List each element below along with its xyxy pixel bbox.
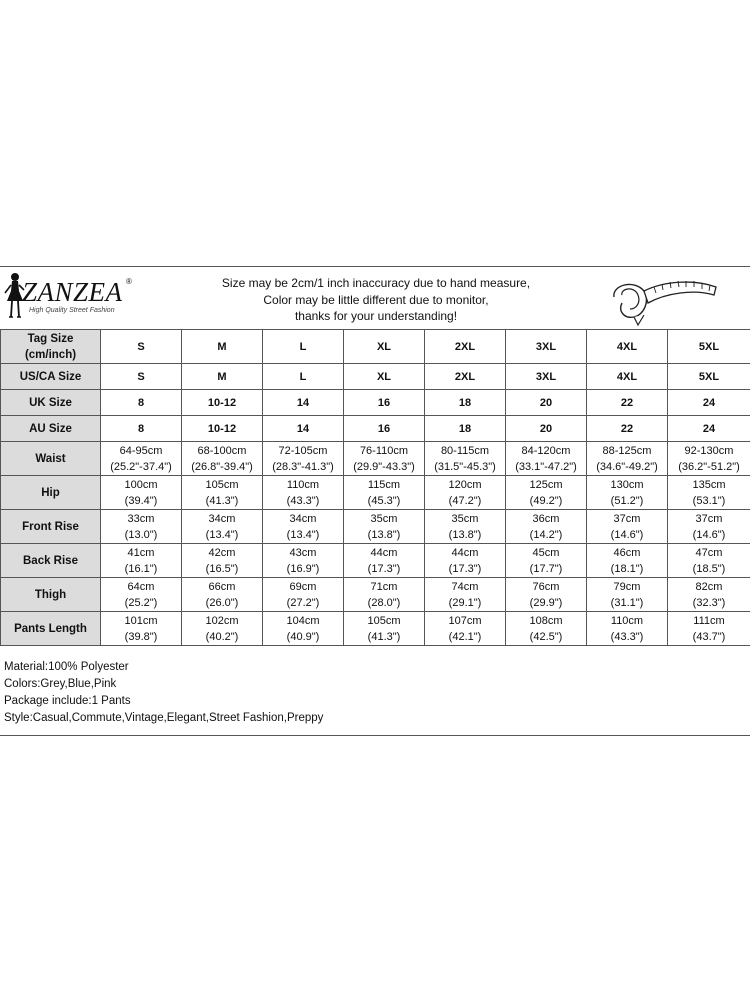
measurement-inch: (36.2"-51.2") xyxy=(678,460,740,473)
measurement-cell xyxy=(182,442,263,476)
measurement-cm: 105cm xyxy=(367,614,401,627)
measurement-cell xyxy=(668,544,750,578)
size-value-cell: 5XL xyxy=(668,364,750,390)
chart-header xyxy=(0,267,750,330)
measurement-cell xyxy=(425,510,506,544)
measurement-inch: (33.1"-47.2") xyxy=(515,460,577,473)
measurement-inch: (53.1") xyxy=(692,494,726,507)
size-header-cell: L xyxy=(263,330,344,364)
measurement-cm: 64cm xyxy=(127,580,155,593)
measurement-cm: 82cm xyxy=(695,580,723,593)
measurement-inch: (40.2") xyxy=(205,630,239,643)
measurement-cell xyxy=(425,612,506,646)
measurement-cm: 64-95cm xyxy=(119,444,163,457)
product-info xyxy=(4,659,323,727)
size-value-cell: S xyxy=(101,364,182,390)
measurement-cell xyxy=(425,476,506,510)
table-row xyxy=(1,390,750,416)
measurement-cell xyxy=(344,544,425,578)
measurement-cm: 79cm xyxy=(613,580,641,593)
size-value-cell: 20 xyxy=(506,390,587,416)
measurement-cm: 43cm xyxy=(289,546,317,559)
size-header-cell: 5XL xyxy=(668,330,750,364)
size-value-cell: 14 xyxy=(263,390,344,416)
size-header-cell: 4XL xyxy=(587,330,668,364)
row-label: Waist xyxy=(1,442,101,476)
measurement-cm: 84-120cm xyxy=(521,444,571,457)
table-row xyxy=(1,416,750,442)
measurement-cm: 80-115cm xyxy=(440,444,490,457)
measurement-cm: 110cm xyxy=(610,614,644,627)
row-label: Back Rise xyxy=(1,544,101,578)
measurement-inch: (27.2") xyxy=(286,596,320,609)
notice-line: Color may be little different due to monitor, xyxy=(263,292,489,307)
measurement-inch: (34.6"-49.2") xyxy=(596,460,658,473)
table-row xyxy=(1,364,750,390)
registered-mark: ® xyxy=(126,277,132,286)
measurement-cell xyxy=(182,578,263,612)
measurement-cell xyxy=(263,578,344,612)
measurement-cm: 115cm xyxy=(367,478,401,491)
measurement-cm: 34cm xyxy=(208,512,236,525)
size-value-cell: 18 xyxy=(425,416,506,442)
size-value-cell: 4XL xyxy=(587,364,668,390)
measurement-inch: (29.1") xyxy=(448,596,482,609)
info-style: Style:Casual,Commute,Vintage,Elegant,Street Fashion,Preppy xyxy=(4,712,324,724)
size-value-cell: 14 xyxy=(263,416,344,442)
size-value-cell: 24 xyxy=(668,416,750,442)
measurement-cell xyxy=(344,510,425,544)
size-value-cell: 3XL xyxy=(506,364,587,390)
measurement-inch: (39.8") xyxy=(124,630,158,643)
measurement-inch: (17.3") xyxy=(367,562,401,575)
measurement-cell xyxy=(182,510,263,544)
measurement-cm: 74cm xyxy=(451,580,479,593)
measurement-cm: 45cm xyxy=(532,546,560,559)
measurement-inch: (28.3"-41.3") xyxy=(272,460,334,473)
measurement-inch: (41.3") xyxy=(205,494,239,507)
table-row xyxy=(1,442,750,476)
measurement-cm: 110cm xyxy=(286,478,320,491)
measurement-cm: 41cm xyxy=(127,546,155,559)
measurement-cell xyxy=(101,578,182,612)
measurement-cell xyxy=(101,442,182,476)
measurement-cm: 68-100cm xyxy=(197,444,247,457)
measurement-inch: (42.1") xyxy=(448,630,482,643)
measurement-cell xyxy=(101,476,182,510)
measurement-inch: (25.2") xyxy=(124,596,158,609)
measurement-inch: (51.2") xyxy=(610,494,644,507)
measurement-cell xyxy=(263,510,344,544)
measurement-inch: (14.6") xyxy=(610,528,644,541)
size-value-cell: 2XL xyxy=(425,364,506,390)
measurement-cm: 44cm xyxy=(370,546,398,559)
measurement-inch: (43.3") xyxy=(610,630,644,643)
measurement-inch: (16.9") xyxy=(286,562,320,575)
measurement-inch: (49.2") xyxy=(529,494,563,507)
measurement-cell xyxy=(182,544,263,578)
size-value-cell: 20 xyxy=(506,416,587,442)
measurement-cm: 72-105cm xyxy=(278,444,328,457)
measurement-inch: (13.8") xyxy=(367,528,401,541)
measurement-notice xyxy=(176,275,576,325)
measurement-cell xyxy=(101,544,182,578)
table-row xyxy=(1,578,750,612)
row-label xyxy=(1,330,101,364)
row-label: Hip xyxy=(1,476,101,510)
measurement-cm: 47cm xyxy=(695,546,723,559)
measurement-cell xyxy=(668,510,750,544)
measurement-cm: 101cm xyxy=(124,614,158,627)
measurement-cm: 66cm xyxy=(208,580,236,593)
measurement-cm: 76cm xyxy=(532,580,560,593)
measurement-cell xyxy=(506,442,587,476)
measurement-inch: (17.7") xyxy=(529,562,563,575)
measurement-cell xyxy=(587,442,668,476)
size-header-cell: 2XL xyxy=(425,330,506,364)
measurement-inch: (42.5") xyxy=(529,630,563,643)
measurement-inch: (16.1") xyxy=(124,562,158,575)
size-value-cell: 10-12 xyxy=(182,390,263,416)
size-value-cell: 16 xyxy=(344,416,425,442)
measurement-inch: (18.5") xyxy=(692,562,726,575)
header-label-line: (cm/inch) xyxy=(24,348,77,361)
measurement-cm: 71cm xyxy=(370,580,398,593)
measurement-inch: (39.4") xyxy=(124,494,158,507)
measurement-inch: (43.3") xyxy=(286,494,320,507)
measurement-inch: (25.2"-37.4") xyxy=(110,460,172,473)
table-row xyxy=(1,476,750,510)
measurement-cm: 108cm xyxy=(529,614,563,627)
measurement-inch: (32.3") xyxy=(692,596,726,609)
measurement-cm: 35cm xyxy=(451,512,479,525)
measurement-cell xyxy=(506,544,587,578)
measurement-inch: (13.0") xyxy=(124,528,158,541)
measurement-cm: 76-110cm xyxy=(359,444,409,457)
row-label: Thigh xyxy=(1,578,101,612)
measurement-cm: 69cm xyxy=(289,580,317,593)
size-value-cell: 16 xyxy=(344,390,425,416)
measurement-inch: (26.8"-39.4") xyxy=(191,460,253,473)
measurement-cm: 37cm xyxy=(695,512,723,525)
size-table xyxy=(0,329,750,646)
measurement-cell xyxy=(344,442,425,476)
measurement-cm: 100cm xyxy=(124,478,158,491)
measurement-cell xyxy=(587,578,668,612)
measurement-cell xyxy=(425,578,506,612)
table-row xyxy=(1,510,750,544)
measurement-cell xyxy=(587,476,668,510)
brand-tagline: High Quality Street Fashion xyxy=(29,307,115,314)
size-header-cell: S xyxy=(101,330,182,364)
measuring-tape-icon xyxy=(604,271,722,327)
header-label-line: Tag Size xyxy=(27,332,74,345)
measurement-cm: 104cm xyxy=(286,614,320,627)
measurement-cell xyxy=(182,476,263,510)
measurement-cm: 120cm xyxy=(448,478,482,491)
measurement-cell xyxy=(263,544,344,578)
table-row xyxy=(1,544,750,578)
measurement-cm: 36cm xyxy=(532,512,560,525)
measurement-inch: (13.4") xyxy=(286,528,320,541)
size-header-cell: M xyxy=(182,330,263,364)
measurement-cm: 34cm xyxy=(289,512,317,525)
row-label: US/CA Size xyxy=(1,364,101,390)
table-row xyxy=(1,612,750,646)
measurement-cell xyxy=(425,544,506,578)
measurement-cell xyxy=(182,612,263,646)
size-value-cell: L xyxy=(263,364,344,390)
brand-name: ZANZEA xyxy=(22,277,123,307)
measurement-cell xyxy=(587,544,668,578)
measurement-inch: (18.1") xyxy=(610,562,644,575)
measurement-inch: (14.2") xyxy=(529,528,563,541)
measurement-cm: 135cm xyxy=(692,478,726,491)
size-table-body xyxy=(1,330,750,646)
measurement-inch: (31.5"-45.3") xyxy=(434,460,496,473)
measurement-cell xyxy=(263,442,344,476)
measurement-cm: 44cm xyxy=(451,546,479,559)
row-label: AU Size xyxy=(1,416,101,442)
measurement-inch: (16.5") xyxy=(205,562,239,575)
measurement-inch: (26.0") xyxy=(205,596,239,609)
info-colors: Colors:Grey,Blue,Pink xyxy=(4,678,117,690)
measurement-cm: 88-125cm xyxy=(602,444,652,457)
measurement-cell xyxy=(101,612,182,646)
table-header-row xyxy=(1,330,750,364)
measurement-inch: (45.3") xyxy=(367,494,401,507)
size-value-cell: 18 xyxy=(425,390,506,416)
measurement-inch: (31.1") xyxy=(610,596,644,609)
measurement-inch: (14.6") xyxy=(692,528,726,541)
measurement-inch: (41.3") xyxy=(367,630,401,643)
measurement-cell xyxy=(668,612,750,646)
measurement-cell xyxy=(101,510,182,544)
measurement-cell xyxy=(506,612,587,646)
measurement-inch: (43.7") xyxy=(692,630,726,643)
size-value-cell: XL xyxy=(344,364,425,390)
measurement-cm: 92-130cm xyxy=(684,444,734,457)
measurement-cell xyxy=(506,578,587,612)
measurement-cm: 102cm xyxy=(205,614,239,627)
size-value-cell: 10-12 xyxy=(182,416,263,442)
measurement-cell xyxy=(587,612,668,646)
row-label: Front Rise xyxy=(1,510,101,544)
size-value-cell: 22 xyxy=(587,416,668,442)
measurement-cell xyxy=(587,510,668,544)
measurement-inch: (17.3") xyxy=(448,562,482,575)
measurement-cell xyxy=(263,612,344,646)
measurement-cm: 46cm xyxy=(613,546,641,559)
measurement-cell xyxy=(506,510,587,544)
size-value-cell: 8 xyxy=(101,416,182,442)
measurement-cell xyxy=(668,476,750,510)
measurement-cm: 105cm xyxy=(205,478,239,491)
measurement-cm: 107cm xyxy=(448,614,482,627)
measurement-cm: 125cm xyxy=(529,478,563,491)
measurement-inch: (40.9") xyxy=(286,630,320,643)
measurement-cm: 111cm xyxy=(693,614,725,627)
measurement-cm: 42cm xyxy=(208,546,236,559)
info-material: Material:100% Polyester xyxy=(4,661,129,673)
measurement-inch: (47.2") xyxy=(448,494,482,507)
measurement-inch: (28.0") xyxy=(367,596,401,609)
size-value-cell: 22 xyxy=(587,390,668,416)
measurement-cell xyxy=(344,578,425,612)
measurement-inch: (29.9") xyxy=(529,596,563,609)
notice-line: thanks for your understanding! xyxy=(294,309,458,323)
measurement-cell xyxy=(344,612,425,646)
size-value-cell: 24 xyxy=(668,390,750,416)
measurement-cm: 37cm xyxy=(613,512,641,525)
size-chart-sheet xyxy=(0,266,750,736)
measurement-cell xyxy=(506,476,587,510)
measurement-cm: 130cm xyxy=(610,478,644,491)
size-header-cell: 3XL xyxy=(506,330,587,364)
measurement-inch: (29.9"-43.3") xyxy=(353,460,415,473)
measurement-cell xyxy=(668,578,750,612)
measurement-cell xyxy=(263,476,344,510)
size-value-cell: 8 xyxy=(101,390,182,416)
row-label: Pants Length xyxy=(1,612,101,646)
measurement-cm: 33cm xyxy=(127,512,155,525)
measurement-cell xyxy=(425,442,506,476)
info-package: Package include:1 Pants xyxy=(4,695,131,707)
measurement-inch: (13.4") xyxy=(205,528,239,541)
size-value-cell: M xyxy=(182,364,263,390)
brand-logo xyxy=(2,271,152,325)
size-header-cell: XL xyxy=(344,330,425,364)
measurement-cell xyxy=(344,476,425,510)
measurement-cell xyxy=(668,442,750,476)
notice-line: Size may be 2cm/1 inch inaccuracy due to hand measure, xyxy=(221,276,531,290)
measurement-cm: 35cm xyxy=(370,512,398,525)
row-label: UK Size xyxy=(1,390,101,416)
measurement-inch: (13.8") xyxy=(448,528,482,541)
